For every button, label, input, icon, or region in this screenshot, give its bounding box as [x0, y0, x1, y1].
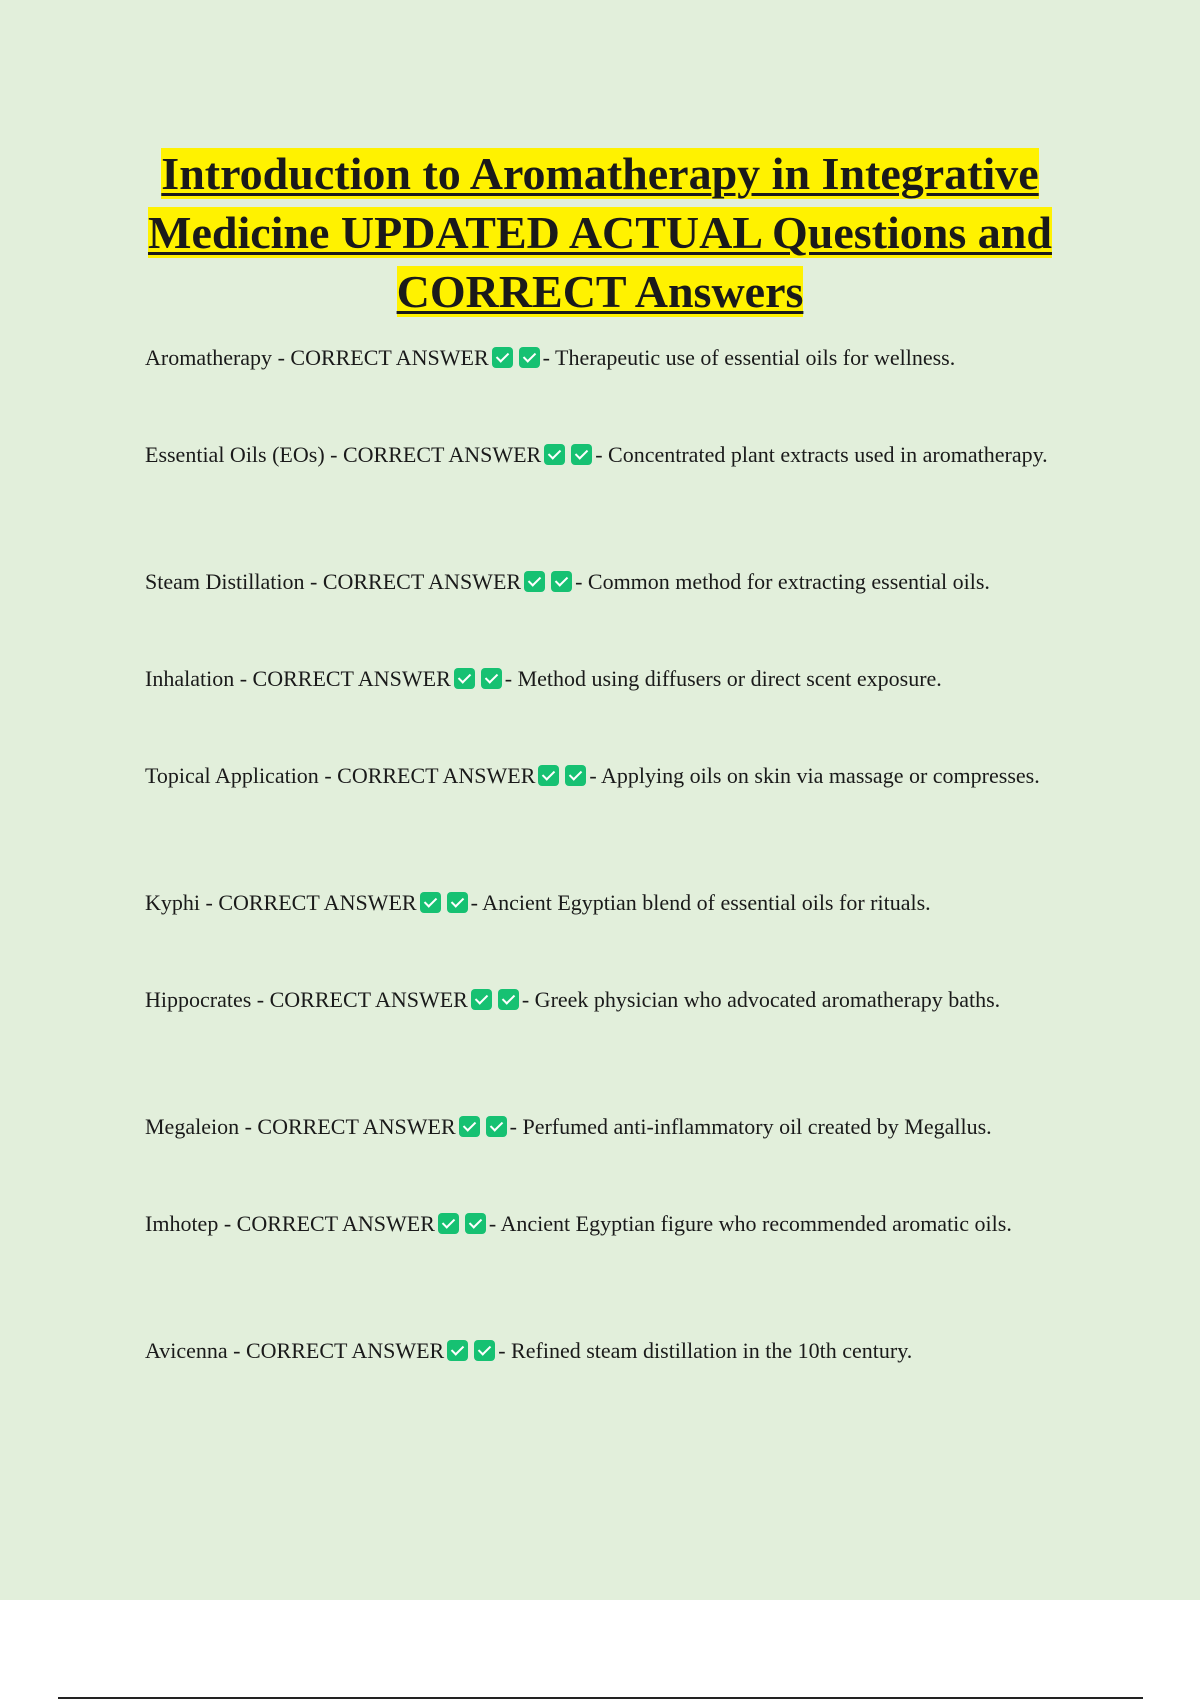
qa-item	[145, 342, 1095, 374]
qa-separator: - CORRECT ANSWER	[239, 666, 451, 691]
qa-term: Hippocrates	[145, 987, 252, 1012]
check-mark-icon	[492, 347, 513, 368]
check-mark-icon	[565, 765, 586, 786]
qa-definition: - Common method for extracting essential oils.	[575, 569, 990, 594]
qa-term: Avicenna	[145, 1338, 228, 1363]
check-mark-icon	[551, 571, 572, 592]
qa-separator: - CORRECT ANSWER	[233, 1338, 445, 1363]
check-mark-icon	[481, 668, 502, 689]
qa-separator: - CORRECT ANSWER	[205, 890, 417, 915]
check-mark-icon	[571, 444, 592, 465]
qa-term: Megaleion	[145, 1114, 240, 1139]
check-mark-icon	[471, 989, 492, 1010]
qa-separator: - CORRECT ANSWER	[223, 1211, 435, 1236]
qa-separator: - CORRECT ANSWER	[330, 442, 542, 467]
document-title	[100, 144, 1100, 321]
qa-separator: - CORRECT ANSWER	[244, 1114, 456, 1139]
qa-definition: - Greek physician who advocated aromatherapy baths.	[521, 987, 1001, 1012]
check-mark-icon	[447, 1340, 468, 1361]
qa-separator: - CORRECT ANSWER	[310, 569, 522, 594]
check-mark-icon	[447, 892, 468, 913]
qa-item	[145, 566, 1095, 598]
qa-item	[145, 439, 1095, 471]
check-mark-icon	[486, 1116, 507, 1137]
check-mark-icon	[459, 1116, 480, 1137]
qa-item	[145, 663, 1095, 695]
qa-definition: - Refined steam distillation in the 10th century.	[498, 1338, 913, 1363]
qa-definition: - Applying oils on skin via massage or compresses.	[589, 763, 1040, 788]
qa-term: Imhotep	[145, 1211, 219, 1236]
qa-term: Topical Application	[145, 763, 319, 788]
qa-term: Essential Oils (EOs)	[145, 442, 325, 467]
check-mark-icon	[420, 892, 441, 913]
check-mark-icon	[454, 668, 475, 689]
qa-definition: - Ancient Egyptian blend of essential oils for rituals.	[470, 890, 931, 915]
qa-definition: - Therapeutic use of essential oils for wellness.	[542, 345, 956, 370]
qa-item	[145, 887, 1095, 919]
qa-item	[145, 984, 1095, 1016]
check-mark-icon	[519, 347, 540, 368]
qa-definition: - Method using diffusers or direct scent exposure.	[504, 666, 942, 691]
qa-item	[145, 760, 1095, 792]
qa-separator: - CORRECT ANSWER	[324, 763, 536, 788]
qa-item	[145, 1111, 1095, 1143]
qa-definition: - Ancient Egyptian figure who recommended aromatic oils.	[488, 1211, 1012, 1236]
qa-definition: - Concentrated plant extracts used in aromatherapy.	[595, 442, 1048, 467]
footer-divider	[58, 1697, 1143, 1699]
check-mark-icon	[524, 571, 545, 592]
check-mark-icon	[544, 444, 565, 465]
qa-item	[145, 1208, 1095, 1240]
qa-definition: - Perfumed anti-inflammatory oil created by Megallus.	[509, 1114, 992, 1139]
check-mark-icon	[538, 765, 559, 786]
qa-term: Steam Distillation	[145, 569, 305, 594]
check-mark-icon	[465, 1213, 486, 1234]
qa-term: Inhalation	[145, 666, 235, 691]
qa-item	[145, 1335, 1095, 1367]
qa-separator: - CORRECT ANSWER	[277, 345, 489, 370]
check-mark-icon	[438, 1213, 459, 1234]
qa-term: Kyphi	[145, 890, 200, 915]
check-mark-icon	[474, 1340, 495, 1361]
qa-term: Aromatherapy	[145, 345, 273, 370]
qa-separator: - CORRECT ANSWER	[256, 987, 468, 1012]
check-mark-icon	[498, 989, 519, 1010]
document-title-text: Introduction to Aromatherapy in Integrative Medicine UPDATED ACTUAL Questions and CORRECT Answers	[148, 148, 1052, 317]
